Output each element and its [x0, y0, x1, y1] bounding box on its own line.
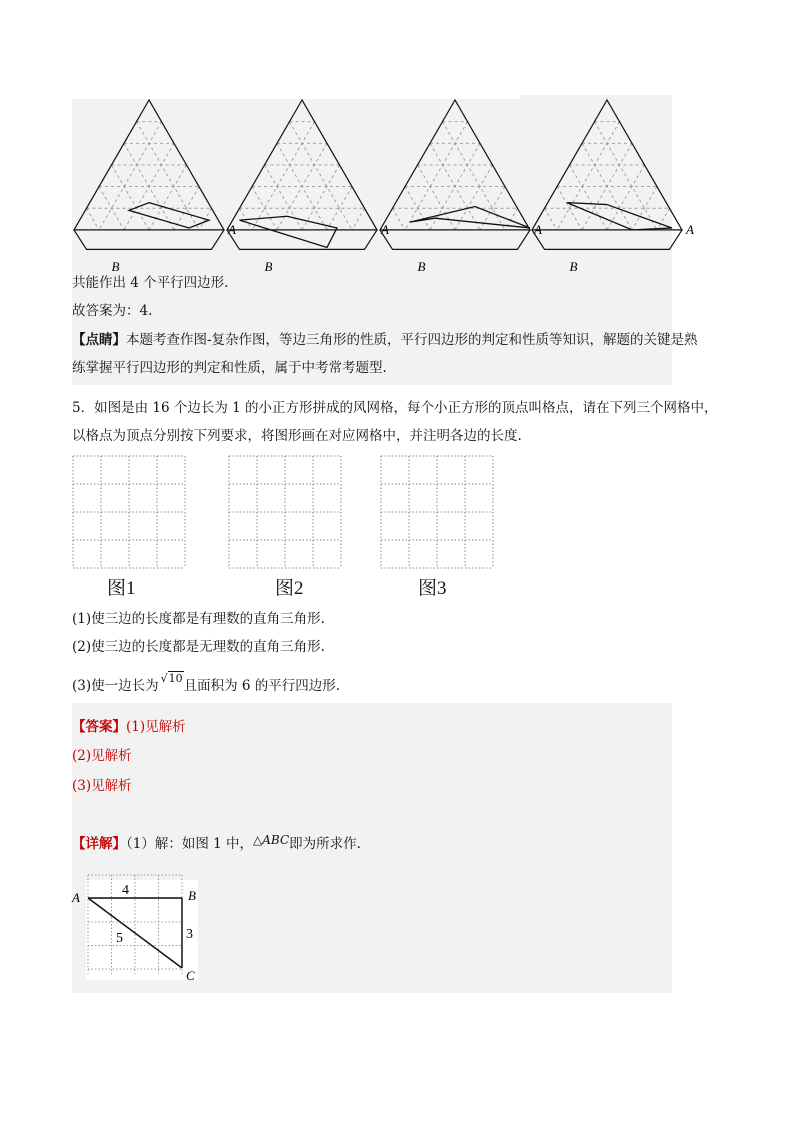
grid-line — [87, 208, 100, 230]
grid-line — [545, 208, 558, 230]
grid-line — [137, 122, 200, 230]
detail-line — [72, 834, 361, 854]
point-a-label: A — [72, 890, 80, 905]
answer-item-1: (1)见解析 — [126, 719, 186, 735]
answer-item-3: (3)见解析 — [72, 778, 132, 794]
grid-line — [443, 122, 506, 230]
side-ac-length: 5 — [116, 931, 123, 946]
answer-item-2: (2)见解析 — [72, 748, 132, 764]
point-a-label: A — [686, 221, 694, 237]
grid-caption-3: 图3 — [418, 578, 447, 599]
grid-line — [265, 165, 303, 230]
question-stem-1: 5．如图是由 16 个边长为 1 的小正方形拼成的风网格，每个小正方形的顶点叫格点，请在下列三个网格中， — [72, 400, 718, 416]
count-line: 共能作出 4 个平行四边形. — [72, 275, 229, 291]
grid-line — [99, 122, 162, 230]
kite-figures — [62, 92, 694, 275]
part-3 — [72, 672, 341, 697]
point-a-label: A — [381, 221, 389, 237]
grid-figure-3 — [380, 455, 496, 571]
point-a-label: A — [228, 221, 236, 237]
drawn-parallelogram — [567, 203, 672, 230]
side-bc-length: 3 — [186, 927, 193, 942]
answer-tag: 【答案】 — [72, 719, 126, 735]
grid-line — [595, 122, 658, 230]
comment-text-1: 本题考查作图-复杂作图，等边三角形的性质，平行四边形的判定和性质等知识，解题的关键是熟 — [126, 332, 698, 348]
point-b-label: B — [417, 259, 426, 275]
grid-line — [99, 187, 124, 230]
grid-line — [290, 122, 353, 230]
grid-line — [252, 122, 315, 230]
part-1: (1)使三边的长度都是有理数的直角三角形. — [72, 611, 325, 627]
grid-figure-1 — [72, 455, 188, 571]
grid-line — [405, 122, 468, 230]
grid-line — [149, 165, 187, 230]
point-b-label: B — [188, 888, 196, 903]
side-ab-length: 4 — [122, 883, 129, 898]
drawn-parallelogram — [240, 216, 338, 247]
grid-line — [393, 208, 406, 230]
grid-line — [570, 165, 608, 230]
detail-grid-bg — [86, 880, 198, 980]
detail-text-suffix: 即为所求作. — [289, 836, 361, 852]
grid-caption-1: 图1 — [107, 578, 136, 599]
kite-4 — [532, 100, 694, 274]
grid-line — [557, 187, 582, 230]
kite-base — [74, 230, 224, 249]
answer-line: 故答案为：4. — [72, 303, 153, 319]
part-3-suffix: 且面积为 6 的平行四边形. — [183, 678, 341, 694]
comment-line-1 — [72, 330, 698, 350]
question-stem-2: 以格点为顶点分别按下列要求，将图形画在对应网格中，并注明各边的长度. — [72, 428, 522, 444]
point-b-label: B — [264, 259, 273, 275]
detail-triangle-figure — [70, 872, 210, 982]
part-2: (2)使三边的长度都是无理数的直角三角形. — [72, 639, 325, 655]
kite-base — [380, 230, 530, 249]
grid-figure-2 — [228, 455, 344, 571]
grid-line — [607, 165, 645, 230]
grid-line — [405, 187, 430, 230]
grid-caption-2: 图2 — [275, 578, 304, 599]
sqrt-10: √10 — [160, 672, 183, 685]
detail-text-prefix: （1）解：如图 1 中， — [126, 836, 254, 852]
point-b-label: B — [111, 259, 120, 275]
answer-line-1 — [72, 717, 186, 737]
point-c-label: C — [186, 968, 195, 983]
grid-line — [557, 122, 620, 230]
grid-line — [302, 165, 340, 230]
point-b-label: B — [569, 259, 578, 275]
grid-line — [252, 187, 277, 230]
triangle-abc: △ABC — [253, 833, 290, 847]
kite-base — [532, 230, 682, 249]
comment-line-2: 练掌握平行四边形的判定和性质，属于中考常考题型. — [72, 360, 387, 376]
kite-3 — [380, 100, 542, 274]
sqrt-radicand: 10 — [168, 672, 183, 685]
point-a-label: A — [534, 221, 542, 237]
drawn-parallelogram — [129, 203, 209, 228]
comment-tag: 【点睛】 — [72, 332, 126, 348]
drawn-parallelogram — [410, 207, 530, 228]
kite-2 — [227, 100, 389, 274]
part-3-prefix: (3)使一边长为 — [72, 678, 159, 694]
detail-tag: 【详解】 — [72, 836, 126, 852]
grid-line — [455, 165, 493, 230]
grid-line — [112, 165, 150, 230]
kite-1 — [74, 100, 236, 274]
grid-line — [352, 208, 365, 230]
